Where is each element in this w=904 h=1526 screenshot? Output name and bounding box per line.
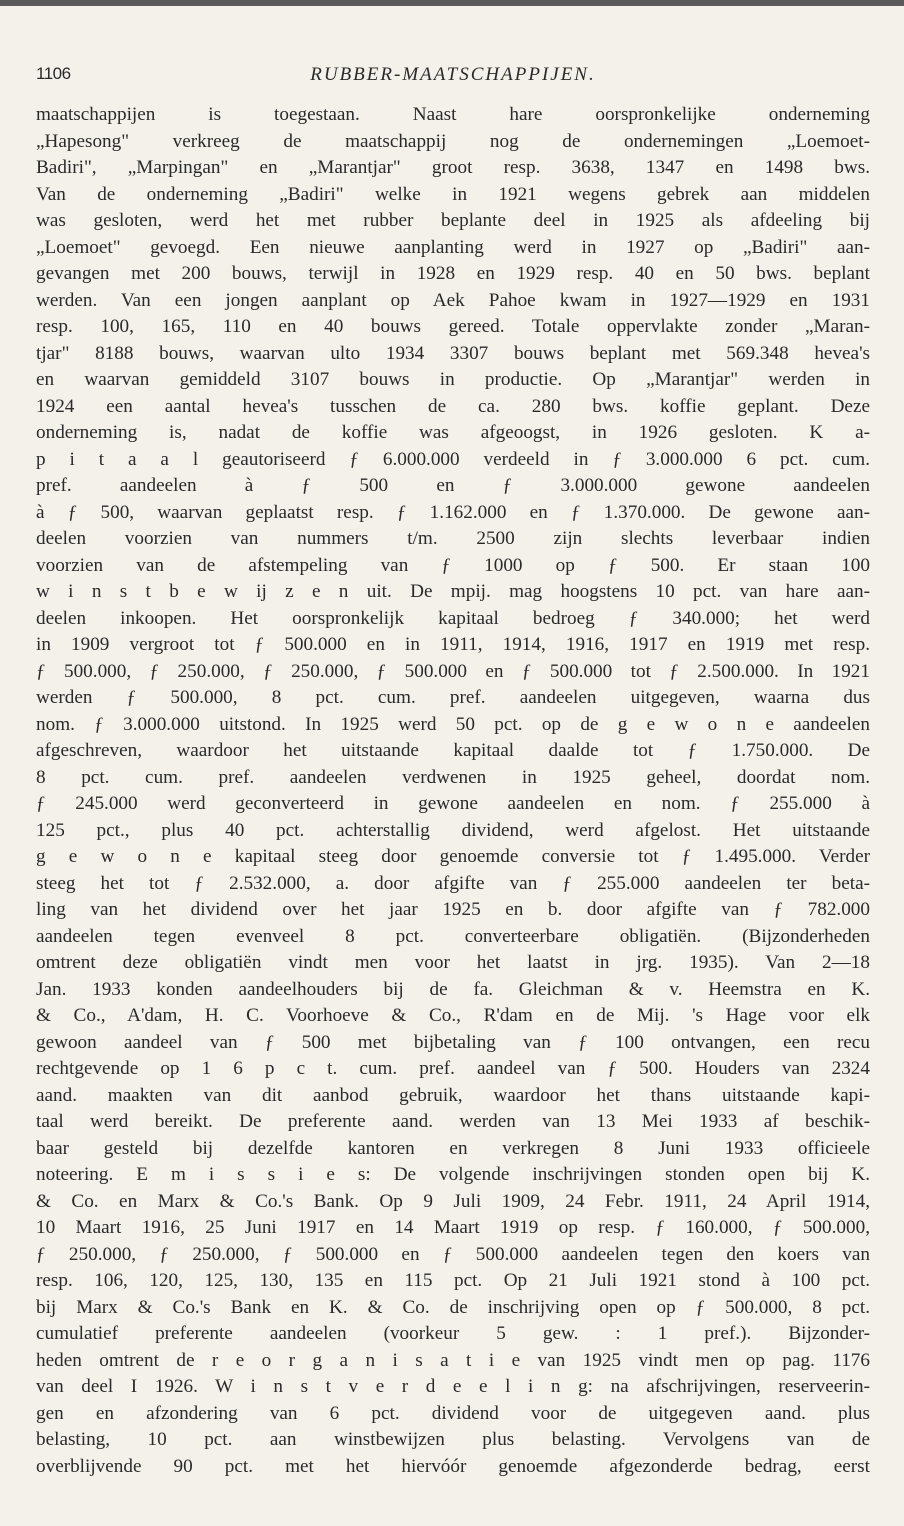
text-line: werden. Van een jongen aanplant op Aek Pahoe kwam in 1927—1929 en 1931 (36, 289, 870, 311)
text-line: gevangen met 200 bouws, terwijl in 1928 en 1929 resp. 40 en 50 bws. beplant (36, 263, 870, 284)
text-line: gewoon aandeel van ƒ 500 met bijbetaling van ƒ 100 ontvangen, een recu (36, 1031, 870, 1053)
text-line: voorzien van de afstempeling van ƒ 1000 op ƒ 500. Er staan 100 (36, 554, 870, 576)
page-number: 1106 (36, 64, 71, 83)
text-line: van deel I 1926. W i n s t v e r d e e l i n g: na afschrijvingen, reserveerin- (36, 1376, 870, 1397)
text-line: deelen inkoopen. Het oorspronkelijk kapitaal bedroeg ƒ 340.000; het werd (36, 607, 870, 629)
text-line: & Co. en Marx & Co.'s Bank. Op 9 Juli 1909, 24 Febr. 1911, 24 April 1914, (36, 1190, 870, 1212)
text-line: cumulatief preferente aandeelen (voorkeur 5 gew. : 1 pref.). Bijzonder- (36, 1323, 870, 1344)
text-line: afgeschreven, waardoor het uitstaande kapitaal daalde tot ƒ 1.750.000. De (36, 740, 870, 761)
text-line: bij Marx & Co.'s Bank en K. & Co. de inschrijving open op ƒ 500.000, 8 pct. (36, 1296, 870, 1318)
text-line: nom. ƒ 3.000.000 uitstond. In 1925 werd 50 pct. op de g e w o n e aandeelen (36, 713, 870, 735)
text-line: baar gesteld bij dezelfde kantoren en verkregen 8 Juni 1933 officieele (36, 1137, 870, 1159)
text-line: 8 pct. cum. pref. aandeelen verdwenen in 1925 geheel, doordat nom. (36, 766, 870, 788)
text-line: ƒ 500.000, ƒ 250.000, ƒ 250.000, ƒ 500.000 en ƒ 500.000 tot ƒ 2.500.000. In 1921 (36, 660, 870, 682)
text-line: tjar" 8188 bouws, waarvan ulto 1934 3307 bouws beplant met 569.348 hevea's (36, 342, 870, 364)
text-line: & Co., A'dam, H. C. Voorhoeve & Co., R'dam en de Mij. 's Hage voor elk (36, 1005, 870, 1026)
text-line: in 1909 vergroot tot ƒ 500.000 en in 1911, 1914, 1916, 1917 en 1919 met resp. (36, 634, 870, 655)
text-line: steeg het tot ƒ 2.532.000, a. door afgifte van ƒ 255.000 aandeelen ter beta- (36, 872, 870, 894)
text-line: „Hapesong" verkreeg de maatschappij nog de ondernemingen „Loemoet- (36, 130, 870, 152)
text-line: aandeelen tegen evenveel 8 pct. converteerbare obligatiën. (Bijzonderheden (36, 925, 870, 947)
text-line: maatschappijen is toegestaan. Naast hare oorspronkelijke onderneming (36, 104, 870, 125)
text-line: resp. 106, 120, 125, 130, 135 en 115 pct. Op 21 Juli 1921 stond à 100 pct. (36, 1270, 870, 1291)
text-line: 10 Maart 1916, 25 Juni 1917 en 14 Maart 1919 op resp. ƒ 160.000, ƒ 500.000, (36, 1217, 870, 1238)
text-line: „Loemoet" gevoegd. Een nieuwe aanplanting werd in 1927 op „Badiri" aan- (36, 236, 870, 258)
text-line: w i n s t b e w ij z e n uit. De mpij. mag hoogstens 10 pct. van hare aan- (36, 581, 870, 602)
text-line: en waarvan gemiddeld 3107 bouws in productie. Op „Marantjar" werden in (36, 369, 870, 390)
text-line: aand. maakten van dit aanbod gebruik, waardoor het thans uitstaande kapi- (36, 1084, 870, 1106)
text-line: Van de onderneming „Badiri" welke in 1921 wegens gebrek aan middelen (36, 183, 870, 205)
text-line: Jan. 1933 konden aandeelhouders bij de fa. Gleichman & v. Heemstra en K. (36, 978, 870, 1000)
page-header (36, 64, 870, 94)
text-line: pref. aandeelen à ƒ 500 en ƒ 3.000.000 gewone aandeelen (36, 475, 870, 496)
text-line: à ƒ 500, waarvan geplaatst resp. ƒ 1.162.000 en ƒ 1.370.000. De gewone aan- (36, 501, 870, 523)
text-line: resp. 100, 165, 110 en 40 bouws gereed. Totale oppervlakte zonder „Maran- (36, 316, 870, 337)
text-line: 1924 een aantal hevea's tusschen de ca. 280 bws. koffie geplant. Deze (36, 395, 870, 417)
text-line: taal werd bereikt. De preferente aand. werden van 13 Mei 1933 af beschik- (36, 1111, 870, 1132)
text-line: p i t a a l geautoriseerd ƒ 6.000.000 verdeeld in ƒ 3.000.000 6 pct. cum. (36, 448, 870, 470)
text-line: 125 pct., plus 40 pct. achterstallig dividend, werd afgelost. Het uitstaande (36, 819, 870, 841)
text-line: rechtgevende op 1 6 p c t. cum. pref. aandeel van ƒ 500. Houders van 2324 (36, 1058, 870, 1079)
text-line: overblijvende 90 pct. met het hiervóór genoemde afgezonderde bedrag, eerst (36, 1455, 870, 1477)
text-line: ƒ 250.000, ƒ 250.000, ƒ 500.000 en ƒ 500.000 aandeelen tegen den koers van (36, 1243, 870, 1265)
text-line: Badiri", „Marpingan" en „Marantjar" groot resp. 3638, 1347 en 1498 bws. (36, 157, 870, 178)
text-line: onderneming is, nadat de koffie was afgeoogst, in 1926 gesloten. K a- (36, 422, 870, 443)
text-line: ling van het dividend over het jaar 1925 en b. door afgifte van ƒ 782.000 (36, 899, 870, 920)
text-line: werden ƒ 500.000, 8 pct. cum. pref. aandeelen uitgegeven, waarna dus (36, 687, 870, 708)
text-line: ƒ 245.000 werd geconverteerd in gewone aandeelen en nom. ƒ 255.000 à (36, 793, 870, 814)
body-text (36, 102, 870, 1480)
text-line: noteering. E m i s s i e s: De volgende inschrijvingen stonden open bij K. (36, 1164, 870, 1185)
text-line: belasting, 10 pct. aan winstbewijzen plus belasting. Vervolgens van de (36, 1429, 870, 1450)
running-title: RUBBER-MAATSCHAPPIJEN. (310, 64, 596, 85)
text-line: gen en afzondering van 6 pct. dividend voor de uitgegeven aand. plus (36, 1402, 870, 1424)
text-line: g e w o n e kapitaal steeg door genoemde conversie tot ƒ 1.495.000. Verder (36, 846, 870, 867)
scan-edge (0, 0, 904, 6)
text-line: deelen voorzien van nummers t/m. 2500 zijn slechts leverbaar indien (36, 528, 870, 549)
text-line: was gesloten, werd het met rubber beplante deel in 1925 als afdeeling bij (36, 210, 870, 231)
text-line: omtrent deze obligatiën vindt men voor het laatst in jrg. 1935). Van 2—18 (36, 952, 870, 973)
text-line: heden omtrent de r e o r g a n i s a t i e van 1925 vindt men op pag. 1176 (36, 1349, 870, 1371)
